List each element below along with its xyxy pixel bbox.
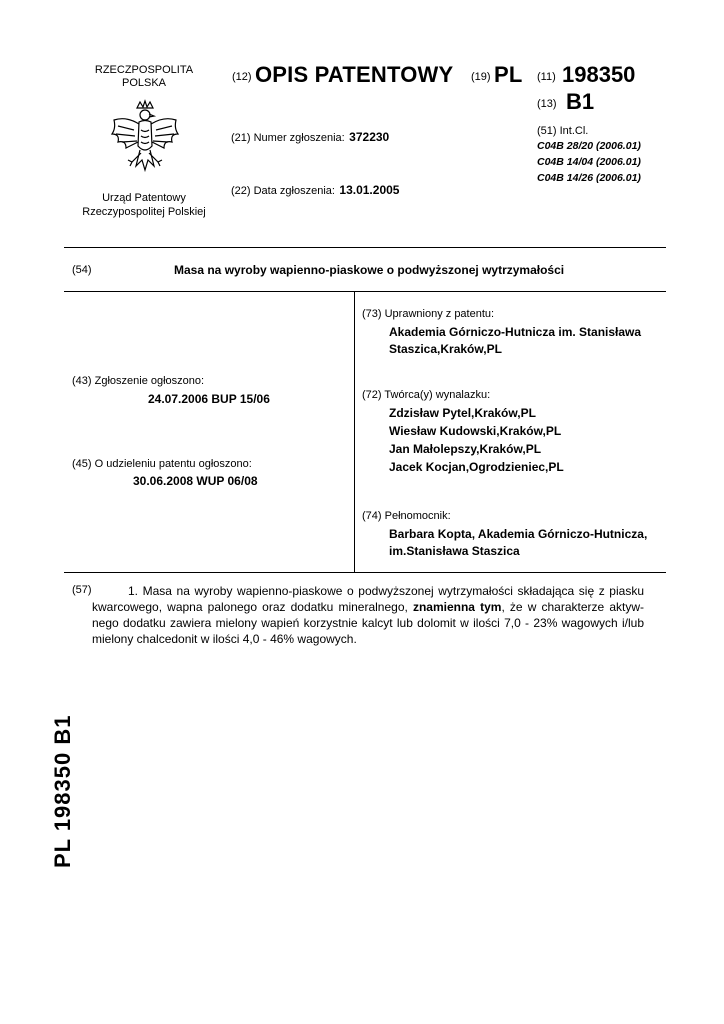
divider-title (64, 291, 666, 292)
publication-label: (43) Zgłoszenie ogłoszono: (72, 375, 205, 387)
application-number-label: (21) Numer zgłoszenia: (231, 132, 345, 144)
inventor: Wiesław Kudowski,Kraków,PL (389, 424, 562, 438)
office-line1: Urząd Patentowy (102, 192, 186, 204)
claim-paragraph (92, 583, 644, 647)
document-type: OPIS PATENTOWY (255, 62, 454, 87)
claim-part1: 1. Masa na wyroby wapienno-piaskowe o podwyższonej wytrzymałości składająca się z piasku kwarcowego, wapna palonego oraz dodatku mineralnego, (92, 584, 644, 614)
claim-text (92, 583, 644, 647)
attorney-line: Barbara Kopta, Akademia Górniczo-Hutnicza, (389, 527, 648, 541)
inventor: Jan Małolepszy,Kraków,PL (389, 442, 542, 456)
filing-date-label: (22) Data zgłoszenia: (231, 185, 335, 197)
invention-title: Masa na wyroby wapienno-piaskowe o podwyższonej wytrzymałości (174, 263, 565, 277)
code-13: (13) (537, 98, 557, 110)
int-cl-label: (51) Int.Cl. (537, 125, 589, 137)
title-code: (54) (72, 264, 92, 276)
int-cl-item: C04B 14/04 (2006.01) (537, 156, 641, 168)
code-19: (19) (471, 71, 491, 83)
attorney (389, 526, 647, 560)
patent-number: 198350 (562, 62, 636, 87)
divider-bottom (64, 572, 666, 573)
publication-value: 24.07.2006 BUP 15/06 (148, 392, 270, 406)
int-cl-block (537, 125, 641, 186)
grant-value: 30.06.2008 WUP 06/08 (133, 474, 258, 488)
code-11: (11) (537, 71, 556, 83)
filing-date-value: 13.01.2005 (339, 183, 400, 197)
kind-code: B1 (566, 89, 595, 114)
code-12: (12) (232, 71, 252, 83)
country-line2: POLSKA (121, 77, 167, 89)
attorney-label: (74) Pełnomocnik: (362, 510, 451, 522)
filing-date (231, 181, 399, 199)
claim-code: (57) (72, 584, 92, 596)
application-number-value: 372230 (349, 130, 390, 144)
country-name (84, 64, 204, 90)
inventors-label: (72) Twórca(y) wynalazku: (362, 389, 491, 401)
country-code: PL (494, 62, 523, 87)
inventor: Zdzisław Pytel,Kraków,PL (389, 406, 536, 420)
eagle-emblem-icon (104, 98, 186, 184)
claim-emphasis: znamienna tym (412, 600, 502, 614)
divider-vertical (354, 291, 355, 572)
country-line1: RZECZPOSPOLITA (94, 64, 194, 76)
application-number (231, 128, 389, 146)
int-cl-item: C04B 14/26 (2006.01) (537, 172, 641, 184)
holder-line: Staszica,Kraków,PL (389, 342, 502, 356)
claim-part2: , że w charakterze aktyw-nego dodatku zawiera mielony wapień korzystnie kalcyt lub dolomit w ilości 7,0 - 23% wagowych i/lub mielony chalcedonit w ilości 4,0 - 46% wagowych. (92, 600, 644, 646)
office-line2: Rzeczypospolitej Polskiej (82, 206, 206, 218)
holder-label: (73) Uprawniony z patentu: (362, 308, 495, 320)
inventors-list (389, 404, 564, 476)
grant-label: (45) O udzieleniu patentu ogłoszono: (72, 458, 252, 470)
inventor: Jacek Kocjan,Ogrodzieniec,PL (389, 460, 564, 474)
side-patent-label: PL 198350 B1 (50, 714, 75, 868)
divider-top (64, 247, 666, 248)
holder (389, 324, 641, 358)
patent-office-name (72, 191, 216, 219)
holder-line: Akademia Górniczo-Hutnicza im. Stanisława (389, 325, 642, 339)
attorney-line: im.Stanisława Staszica (389, 544, 520, 558)
int-cl-item: C04B 28/20 (2006.01) (537, 140, 641, 152)
